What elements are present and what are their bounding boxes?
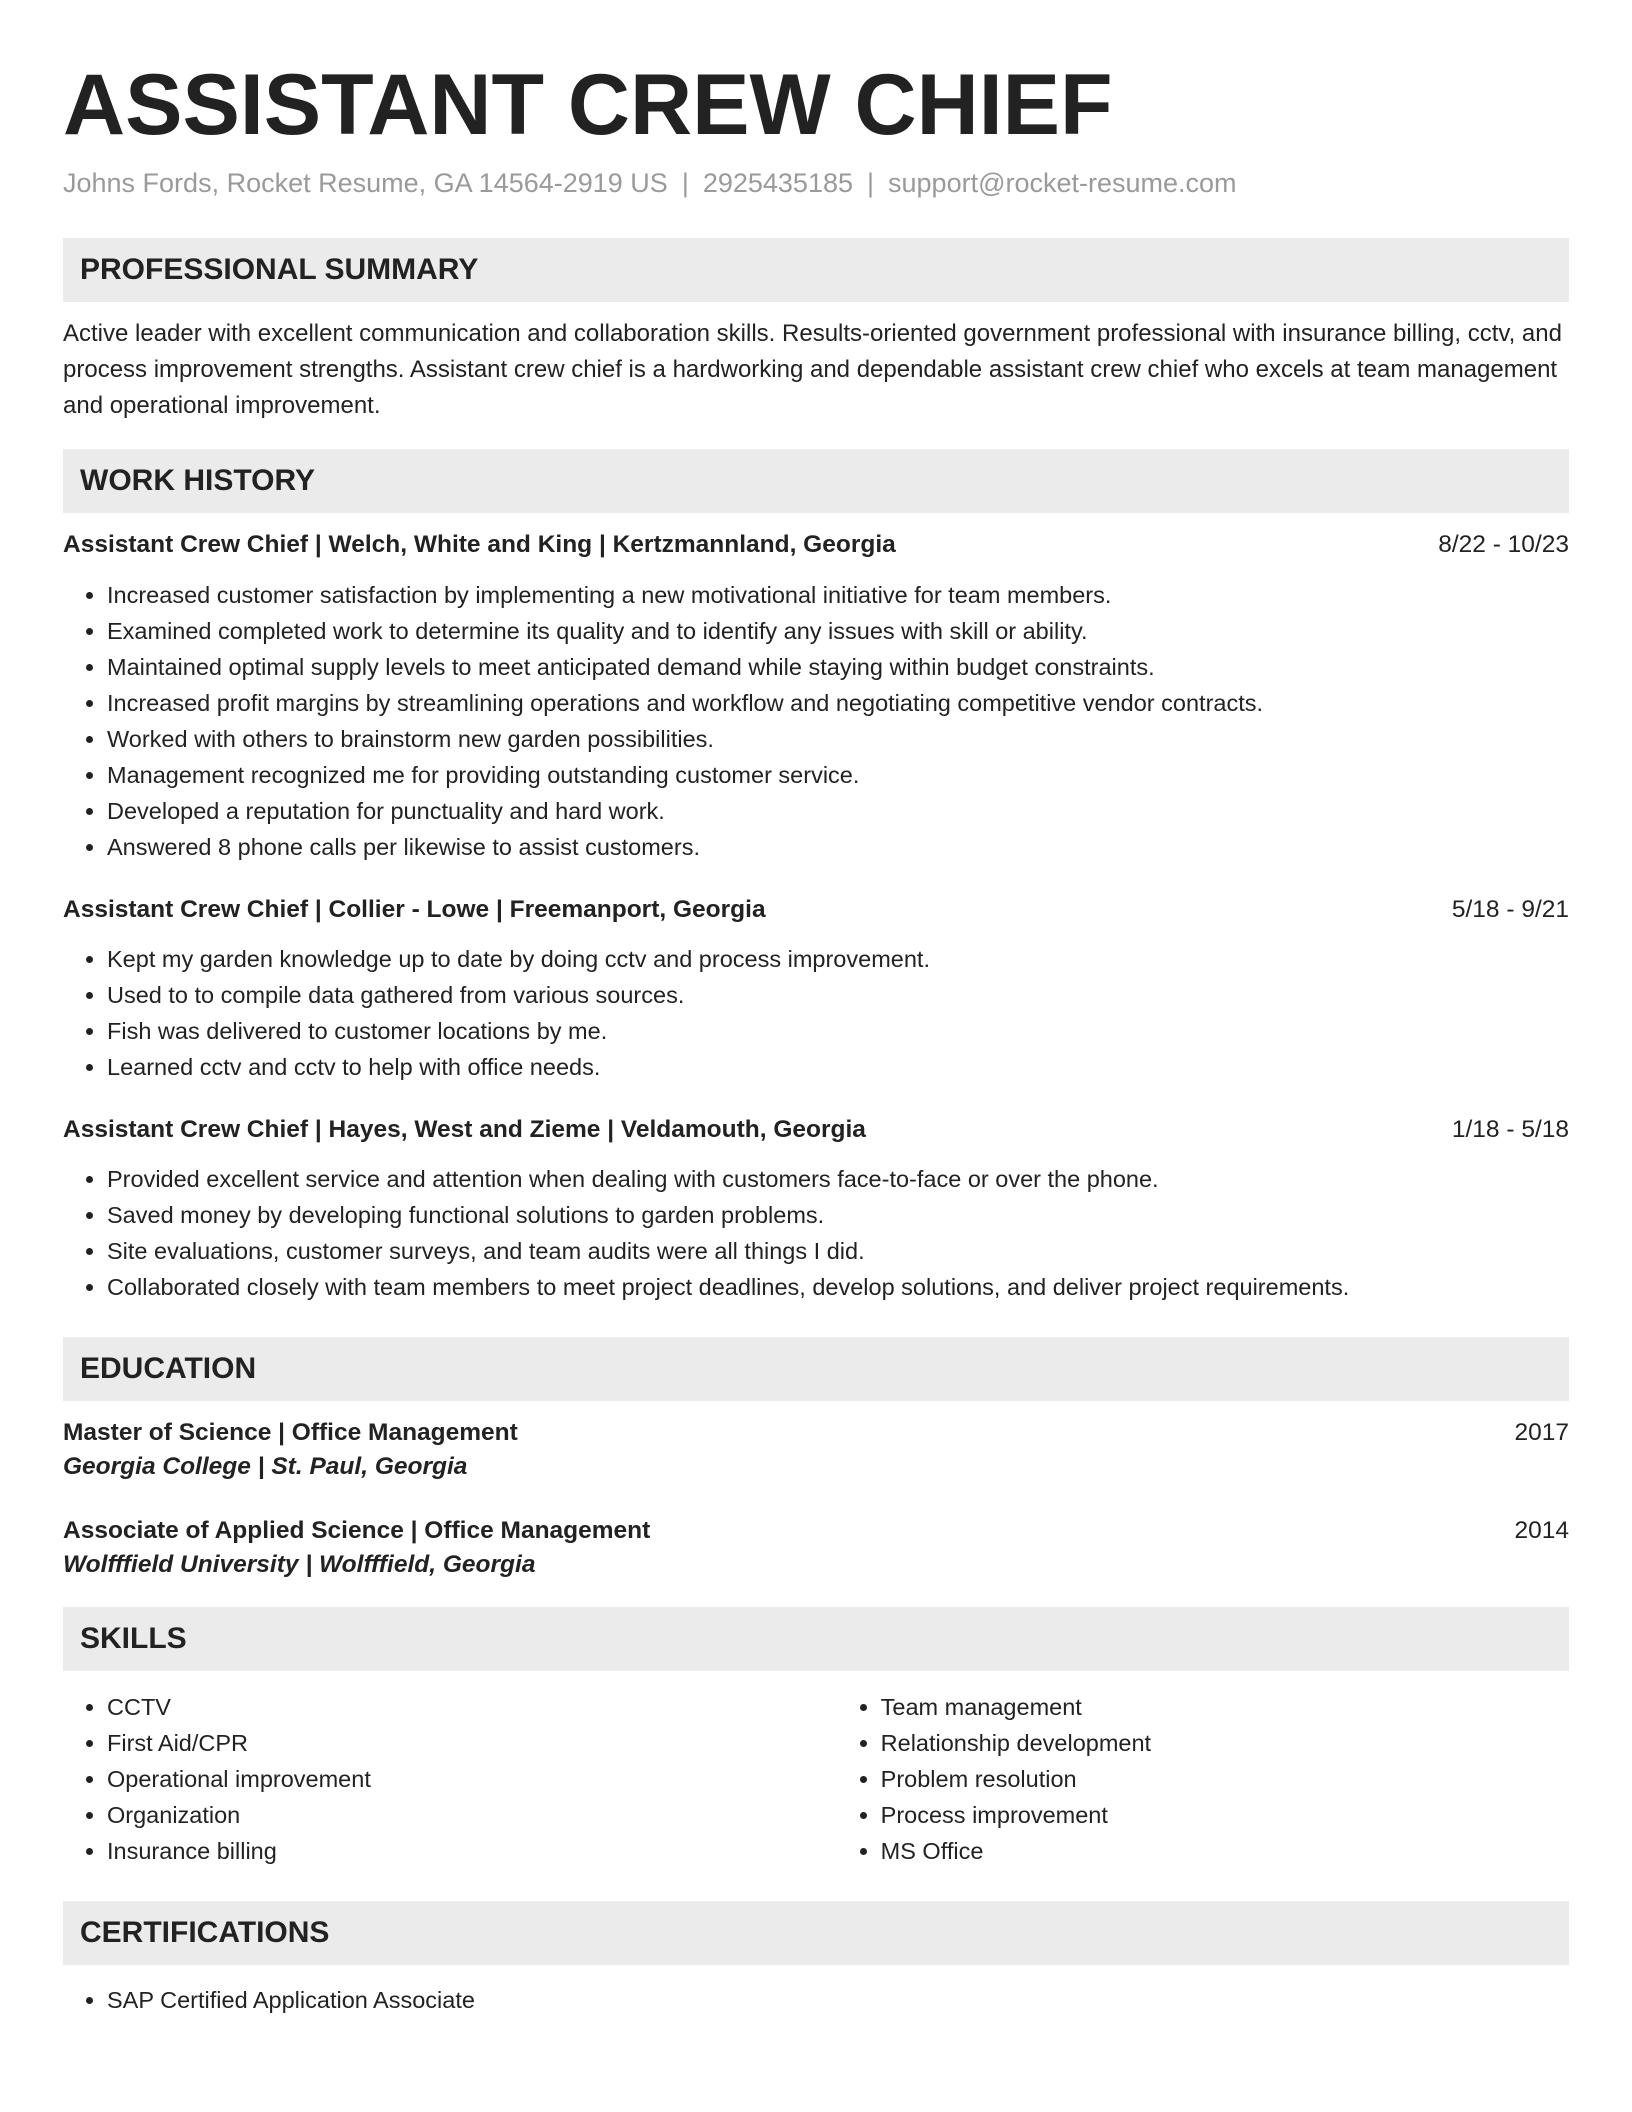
contact-line — [63, 168, 1569, 199]
education-year: 2014 — [1514, 1517, 1569, 1544]
education-header — [63, 1517, 1569, 1545]
education-school: Georgia College | St. Paul, Georgia — [63, 1453, 468, 1480]
job-bullets — [63, 577, 1569, 865]
job-title: Assistant Crew Chief | Hayes, West and Zieme | Veldamouth, Georgia — [63, 1116, 866, 1143]
section-header-certifications: CERTIFICATIONS — [63, 1901, 1569, 1965]
skill-item: • Organization — [107, 1797, 837, 1833]
job-header — [63, 896, 1569, 924]
list-item: • Learned cctv and cctv to help with office needs. — [107, 1049, 1569, 1085]
skill-item: • Team management — [881, 1689, 1569, 1725]
list-item: • Examined completed work to determine its quality and to identify any issues with skill or ability. — [107, 613, 1569, 649]
education-degree: Master of Science | Office Management — [63, 1419, 518, 1446]
list-item: • Fish was delivered to customer locations by me. — [107, 1013, 1569, 1049]
job-dates: 5/18 - 9/21 — [1451, 896, 1569, 923]
education-entry — [63, 1419, 1569, 1481]
job-dates: 1/18 - 5/18 — [1451, 1116, 1569, 1143]
skills-column-2 — [837, 1689, 1569, 1869]
section-header-summary: PROFESSIONAL SUMMARY — [63, 238, 1569, 302]
skill-item: • Problem resolution — [881, 1761, 1569, 1797]
skills-grid — [63, 1689, 1569, 1869]
list-item: • Maintained optimal supply levels to meet anticipated demand while staying within budget constraints. — [107, 649, 1569, 685]
section-header-education: EDUCATION — [63, 1337, 1569, 1401]
education-school: Wolfffield University | Wolfffield, Georgia — [63, 1551, 536, 1578]
skill-item: • Operational improvement — [107, 1761, 837, 1797]
certifications-list — [63, 1982, 1569, 2018]
skills-column-1 — [63, 1689, 837, 1869]
section-header-work-history: WORK HISTORY — [63, 449, 1569, 513]
list-item: • Worked with others to brainstorm new garden possibilities. — [107, 721, 1569, 757]
list-item: • Increased profit margins by streamlining operations and workflow and negotiating competitive vendor contracts. — [107, 685, 1569, 721]
skill-item: • Process improvement — [881, 1797, 1569, 1833]
list-item: • Collaborated closely with team members to meet project deadlines, develop solutions, and deliver project requirements. — [107, 1269, 1569, 1305]
job-bullets — [63, 1161, 1569, 1305]
skill-item: • First Aid/CPR — [107, 1725, 837, 1761]
contact-email[interactable]: support@rocket-resume.com — [888, 168, 1237, 198]
contact-address: Johns Fords, Rocket Resume, GA 14564-2919 US — [63, 168, 668, 198]
list-item: • Answered 8 phone calls per likewise to assist customers. — [107, 829, 1569, 865]
list-item: • Site evaluations, customer surveys, and team audits were all things I did. — [107, 1233, 1569, 1269]
job-dates: 8/22 - 10/23 — [1438, 531, 1569, 558]
skill-item: • Relationship development — [881, 1725, 1569, 1761]
list-item: • Management recognized me for providing outstanding customer service. — [107, 757, 1569, 793]
contact-separator: | — [867, 168, 875, 198]
job-header — [63, 531, 1569, 559]
job-entry — [63, 896, 1569, 1085]
education-degree: Associate of Applied Science | Office Management — [63, 1517, 651, 1544]
summary-text: Active leader with excellent communication and collaboration skills. Results-oriented government professional with insurance billing, cctv, and process improvement strengths. Assistant crew chief is a hardworking and dependable assistant crew chief who excels at team management and operational improvement. — [63, 320, 1562, 419]
skill-item: • CCTV — [107, 1689, 837, 1725]
education-entry — [63, 1517, 1569, 1579]
job-entry — [63, 1116, 1569, 1305]
certification-item: • SAP Certified Application Associate — [107, 1982, 1569, 2018]
skill-item: • MS Office — [881, 1833, 1569, 1869]
list-item: • Provided excellent service and attention when dealing with customers face-to-face or over the phone. — [107, 1161, 1569, 1197]
section-header-skills: SKILLS — [63, 1607, 1569, 1671]
list-item: • Used to to compile data gathered from various sources. — [107, 977, 1569, 1013]
job-entry — [63, 531, 1569, 865]
list-item: • Developed a reputation for punctuality and hard work. — [107, 793, 1569, 829]
list-item: • Increased customer satisfaction by implementing a new motivational initiative for team members. — [107, 577, 1569, 613]
job-bullets — [63, 941, 1569, 1085]
contact-phone: 2925435185 — [702, 168, 853, 198]
contact-separator: | — [681, 168, 689, 198]
job-title: Assistant Crew Chief | Welch, White and King | Kertzmannland, Georgia — [63, 531, 896, 558]
list-item: • Saved money by developing functional solutions to garden problems. — [107, 1197, 1569, 1233]
resume-name: ASSISTANT CREW CHIEF — [63, 57, 1113, 153]
job-header — [63, 1116, 1569, 1144]
job-title: Assistant Crew Chief | Collier - Lowe | Freemanport, Georgia — [63, 896, 766, 923]
education-header — [63, 1419, 1569, 1447]
education-year: 2017 — [1514, 1419, 1569, 1446]
skill-item: • Insurance billing — [107, 1833, 837, 1869]
list-item: • Kept my garden knowledge up to date by doing cctv and process improvement. — [107, 941, 1569, 977]
